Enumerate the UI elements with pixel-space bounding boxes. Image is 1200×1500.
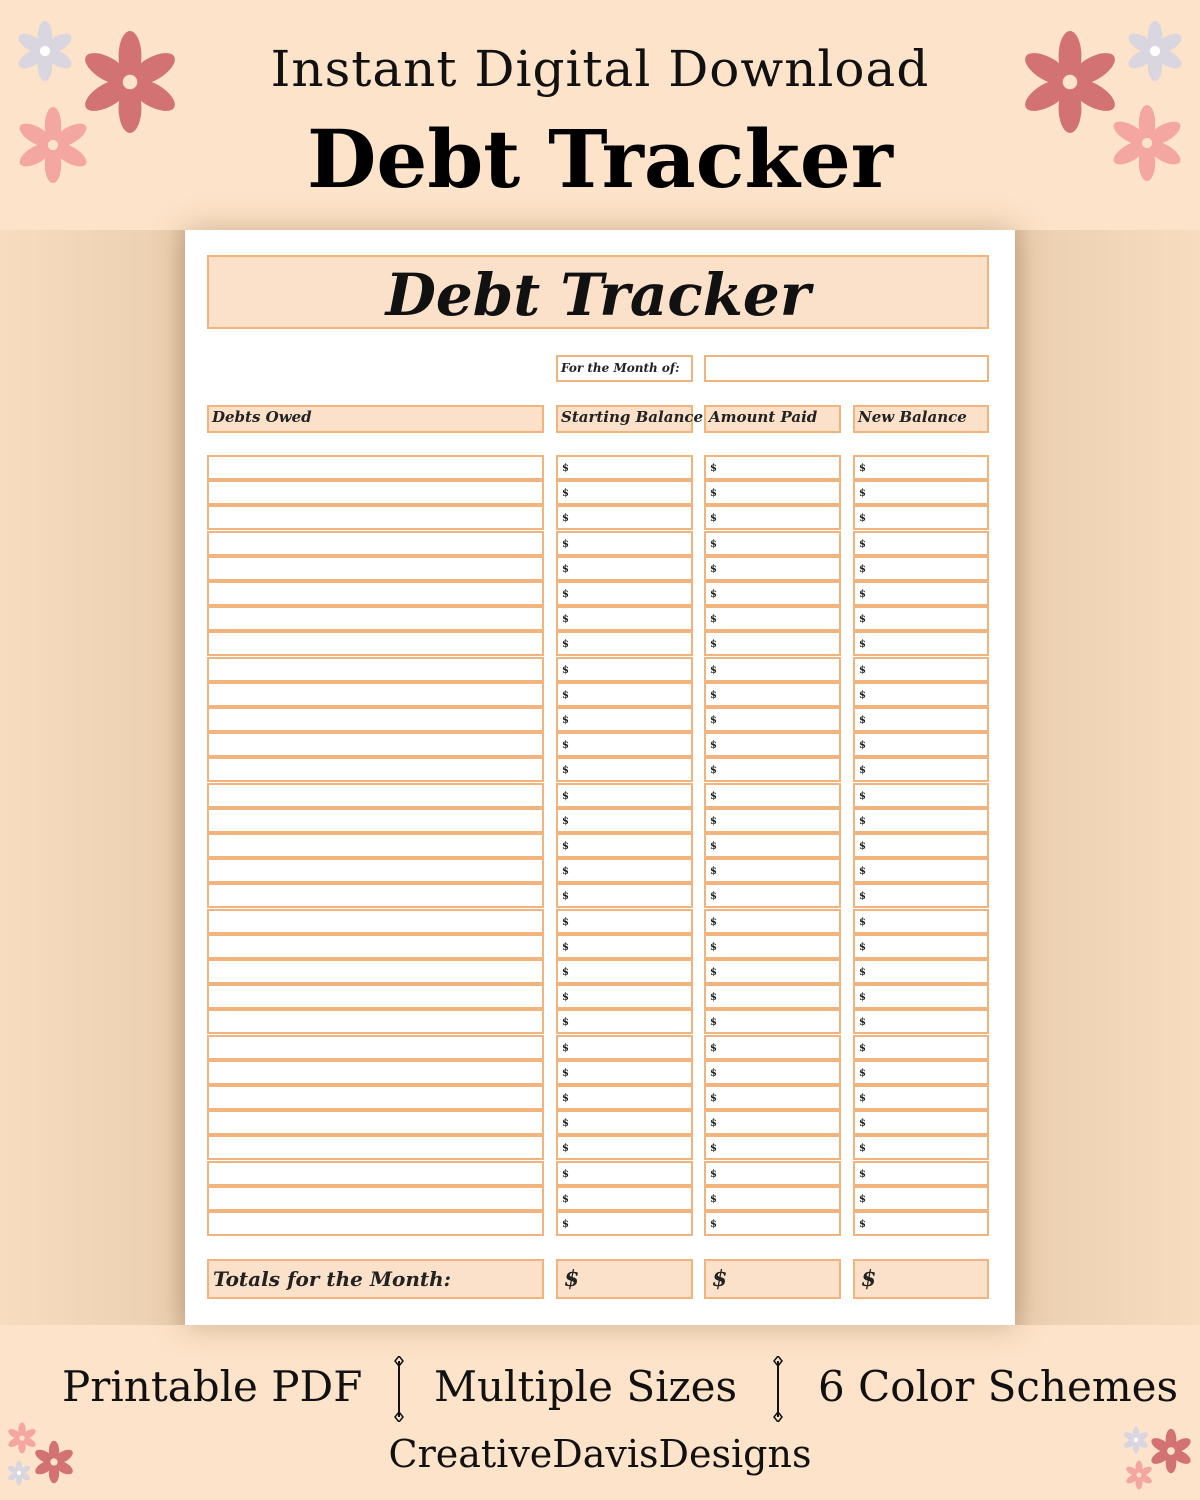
flower-icon bbox=[78, 30, 182, 134]
starting-balance-cell[interactable] bbox=[556, 984, 693, 1009]
starting-balance-cell[interactable] bbox=[556, 657, 693, 682]
starting-balance-cell[interactable] bbox=[556, 1085, 693, 1110]
currency-symbol: $ bbox=[859, 1093, 866, 1104]
flower-icon bbox=[1124, 1460, 1154, 1490]
amount-paid-cell[interactable] bbox=[704, 480, 841, 505]
starting-balance-cell[interactable] bbox=[556, 455, 693, 480]
currency-symbol: $ bbox=[562, 513, 569, 525]
debt-name-cell[interactable] bbox=[207, 1186, 544, 1211]
currency-symbol: $ bbox=[710, 967, 717, 978]
currency-symbol: $ bbox=[710, 790, 717, 802]
currency-symbol: $ bbox=[562, 689, 569, 701]
currency-symbol: $ bbox=[710, 765, 717, 777]
debt-name-cell[interactable] bbox=[207, 883, 544, 908]
currency-symbol: $ bbox=[710, 916, 717, 928]
currency-symbol: $ bbox=[710, 841, 717, 852]
sheet-title-box bbox=[207, 255, 989, 329]
currency-symbol: $ bbox=[859, 1067, 866, 1079]
currency-symbol: $ bbox=[859, 589, 866, 600]
currency-symbol: $ bbox=[859, 1193, 866, 1205]
new-balance-cell[interactable] bbox=[853, 858, 989, 883]
starting-balance-cell[interactable] bbox=[556, 883, 693, 908]
new-balance-cell[interactable] bbox=[853, 480, 989, 505]
currency-symbol: $ bbox=[859, 815, 866, 827]
currency-symbol: $ bbox=[859, 614, 866, 626]
currency-symbol: $ bbox=[859, 513, 866, 525]
debt-name-cell[interactable] bbox=[207, 934, 544, 959]
new-balance-cell[interactable] bbox=[853, 984, 989, 1009]
starting-balance-cell[interactable] bbox=[556, 858, 693, 883]
currency-symbol: $ bbox=[562, 614, 569, 626]
currency-symbol: $ bbox=[859, 740, 866, 752]
debt-name-cell[interactable] bbox=[207, 1085, 544, 1110]
starting-balance-cell[interactable] bbox=[556, 1211, 693, 1236]
amount-paid-cell[interactable] bbox=[704, 883, 841, 908]
currency-symbol: $ bbox=[710, 488, 717, 500]
new-balance-cell[interactable] bbox=[853, 808, 989, 833]
currency-symbol: $ bbox=[710, 589, 717, 600]
currency-symbol: $ bbox=[859, 941, 866, 953]
starting-balance-cell[interactable] bbox=[556, 934, 693, 959]
amount-paid-cell[interactable] bbox=[704, 1009, 841, 1034]
amount-paid-cell[interactable] bbox=[704, 1060, 841, 1085]
amount-paid-cell[interactable] bbox=[704, 707, 841, 732]
currency-symbol: $ bbox=[562, 488, 569, 500]
currency-symbol: $ bbox=[859, 1118, 866, 1130]
starting-balance-cell[interactable] bbox=[556, 1009, 693, 1034]
amount-paid-cell[interactable] bbox=[704, 657, 841, 682]
feature-printable-pdf: Printable PDF bbox=[62, 1362, 363, 1411]
currency-symbol: $ bbox=[562, 740, 569, 752]
currency-symbol: $ bbox=[562, 1193, 569, 1205]
currency-symbol: $ bbox=[710, 463, 717, 474]
amount-paid-cell[interactable] bbox=[704, 1211, 841, 1236]
new-balance-cell[interactable] bbox=[853, 1211, 989, 1236]
column-header-debts-owed: Debts Owed bbox=[207, 405, 544, 433]
amount-paid-cell[interactable] bbox=[704, 1161, 841, 1186]
currency-symbol: $ bbox=[562, 1042, 569, 1054]
feature-color-schemes: 6 Color Schemes bbox=[818, 1362, 1179, 1411]
new-balance-cell[interactable] bbox=[853, 682, 989, 707]
flower-icon bbox=[32, 1440, 76, 1484]
debt-name-cell[interactable] bbox=[207, 1161, 544, 1186]
debt-name-cell[interactable] bbox=[207, 657, 544, 682]
debt-name-cell[interactable] bbox=[207, 505, 544, 530]
debt-name-cell[interactable] bbox=[207, 682, 544, 707]
currency-symbol: $ bbox=[562, 1168, 569, 1180]
currency-symbol: $ bbox=[710, 639, 717, 651]
currency-symbol: $ bbox=[710, 538, 717, 550]
amount-paid-cell[interactable] bbox=[704, 757, 841, 782]
new-balance-cell[interactable] bbox=[853, 707, 989, 732]
debt-name-cell[interactable] bbox=[207, 581, 544, 606]
column-header-starting-balance: Starting Balance bbox=[556, 405, 693, 433]
starting-balance-cell[interactable] bbox=[556, 833, 693, 858]
divider-icon bbox=[771, 1356, 785, 1422]
starting-balance-cell[interactable] bbox=[556, 1035, 693, 1060]
currency-symbol: $ bbox=[710, 1219, 717, 1230]
currency-symbol: $ bbox=[710, 715, 717, 726]
new-balance-cell[interactable] bbox=[853, 1060, 989, 1085]
starting-balance-cell[interactable] bbox=[556, 732, 693, 757]
currency-symbol: $ bbox=[562, 538, 569, 550]
currency-symbol: $ bbox=[710, 1168, 717, 1180]
amount-paid-cell[interactable] bbox=[704, 631, 841, 656]
starting-balance-cell[interactable] bbox=[556, 808, 693, 833]
new-balance-cell[interactable] bbox=[853, 556, 989, 581]
currency-symbol: $ bbox=[859, 689, 866, 701]
starting-balance-cell[interactable] bbox=[556, 707, 693, 732]
new-balance-cell[interactable] bbox=[853, 455, 989, 480]
banner-title: Debt Tracker bbox=[307, 112, 893, 206]
new-balance-cell[interactable] bbox=[853, 505, 989, 530]
debt-name-cell[interactable] bbox=[207, 984, 544, 1009]
total-starting-balance[interactable]: $ bbox=[556, 1259, 693, 1299]
starting-balance-cell[interactable] bbox=[556, 531, 693, 556]
amount-paid-cell[interactable] bbox=[704, 858, 841, 883]
amount-paid-cell[interactable] bbox=[704, 1035, 841, 1060]
new-balance-cell[interactable] bbox=[853, 657, 989, 682]
currency-symbol: $ bbox=[859, 563, 866, 575]
starting-balance-cell[interactable] bbox=[556, 581, 693, 606]
debt-name-cell[interactable] bbox=[207, 833, 544, 858]
currency-symbol: $ bbox=[562, 891, 569, 903]
sheet-title: Debt Tracker bbox=[385, 261, 811, 329]
amount-paid-cell[interactable] bbox=[704, 959, 841, 984]
starting-balance-cell[interactable] bbox=[556, 909, 693, 934]
column-header-new-balance: New Balance bbox=[853, 405, 989, 433]
brand-name: CreativeDavisDesigns bbox=[388, 1432, 812, 1476]
currency-symbol: $ bbox=[710, 1118, 717, 1130]
amount-paid-cell[interactable] bbox=[704, 682, 841, 707]
new-balance-cell[interactable] bbox=[853, 531, 989, 556]
debt-name-cell[interactable] bbox=[207, 959, 544, 984]
amount-paid-cell[interactable] bbox=[704, 934, 841, 959]
starting-balance-cell[interactable] bbox=[556, 757, 693, 782]
currency-symbol: $ bbox=[859, 992, 866, 1004]
new-balance-cell[interactable] bbox=[853, 1085, 989, 1110]
amount-paid-cell[interactable] bbox=[704, 783, 841, 808]
new-balance-cell[interactable] bbox=[853, 1110, 989, 1135]
currency-symbol: $ bbox=[710, 1067, 717, 1079]
currency-symbol: $ bbox=[859, 866, 866, 878]
amount-paid-cell[interactable] bbox=[704, 581, 841, 606]
amount-paid-cell[interactable] bbox=[704, 556, 841, 581]
currency-symbol: $ bbox=[859, 639, 866, 651]
flower-icon bbox=[14, 106, 92, 184]
debt-name-cell[interactable] bbox=[207, 858, 544, 883]
amount-paid-cell[interactable] bbox=[704, 1110, 841, 1135]
new-balance-cell[interactable] bbox=[853, 631, 989, 656]
debt-name-cell[interactable] bbox=[207, 909, 544, 934]
currency-symbol: $ bbox=[859, 790, 866, 802]
debt-name-cell[interactable] bbox=[207, 531, 544, 556]
starting-balance-cell[interactable] bbox=[556, 1110, 693, 1135]
currency-symbol: $ bbox=[710, 941, 717, 953]
currency-symbol: $ bbox=[562, 1017, 569, 1029]
currency-symbol: $ bbox=[710, 1193, 717, 1205]
amount-paid-cell[interactable] bbox=[704, 1085, 841, 1110]
currency-symbol: $ bbox=[859, 1017, 866, 1029]
new-balance-cell[interactable] bbox=[853, 783, 989, 808]
starting-balance-cell[interactable] bbox=[556, 505, 693, 530]
currency-symbol: $ bbox=[859, 463, 866, 474]
debt-name-cell[interactable] bbox=[207, 480, 544, 505]
currency-symbol: $ bbox=[562, 841, 569, 852]
starting-balance-cell[interactable] bbox=[556, 682, 693, 707]
amount-paid-cell[interactable] bbox=[704, 984, 841, 1009]
currency-symbol: $ bbox=[859, 664, 866, 676]
new-balance-cell[interactable] bbox=[853, 757, 989, 782]
currency-symbol: $ bbox=[859, 488, 866, 500]
currency-symbol: $ bbox=[562, 563, 569, 575]
currency-symbol: $ bbox=[710, 866, 717, 878]
debt-name-cell[interactable] bbox=[207, 1009, 544, 1034]
debt-name-cell[interactable] bbox=[207, 606, 544, 631]
currency-symbol: $ bbox=[562, 967, 569, 978]
currency-symbol: $ bbox=[859, 765, 866, 777]
currency-symbol: $ bbox=[562, 916, 569, 928]
new-balance-cell[interactable] bbox=[853, 1186, 989, 1211]
currency-symbol: $ bbox=[859, 1219, 866, 1230]
currency-symbol: $ bbox=[562, 1219, 569, 1230]
starting-balance-cell[interactable] bbox=[556, 606, 693, 631]
currency-symbol: $ bbox=[710, 992, 717, 1004]
amount-paid-cell[interactable] bbox=[704, 1186, 841, 1211]
flower-icon bbox=[1124, 20, 1186, 82]
amount-paid-cell[interactable] bbox=[704, 1135, 841, 1160]
currency-symbol: $ bbox=[710, 614, 717, 626]
currency-symbol: $ bbox=[859, 967, 866, 978]
debt-name-cell[interactable] bbox=[207, 455, 544, 480]
amount-paid-cell[interactable] bbox=[704, 833, 841, 858]
currency-symbol: $ bbox=[859, 891, 866, 903]
divider-icon bbox=[392, 1356, 406, 1422]
starting-balance-cell[interactable] bbox=[556, 556, 693, 581]
debt-name-cell[interactable] bbox=[207, 1211, 544, 1236]
debt-name-cell[interactable] bbox=[207, 556, 544, 581]
currency-symbol: $ bbox=[562, 866, 569, 878]
new-balance-cell[interactable] bbox=[853, 606, 989, 631]
debt-name-cell[interactable] bbox=[207, 631, 544, 656]
starting-balance-cell[interactable] bbox=[556, 783, 693, 808]
currency-symbol: $ bbox=[562, 765, 569, 777]
currency-symbol: $ bbox=[710, 563, 717, 575]
starting-balance-cell[interactable] bbox=[556, 1135, 693, 1160]
month-input[interactable] bbox=[704, 355, 989, 382]
currency-symbol: $ bbox=[710, 891, 717, 903]
debt-tracker-sheet bbox=[185, 230, 1015, 1325]
column-header-amount-paid: Amount Paid bbox=[704, 405, 841, 433]
debt-name-cell[interactable] bbox=[207, 783, 544, 808]
feature-multiple-sizes: Multiple Sizes bbox=[434, 1362, 738, 1411]
new-balance-cell[interactable] bbox=[853, 1135, 989, 1160]
currency-symbol: $ bbox=[562, 815, 569, 827]
new-balance-cell[interactable] bbox=[853, 833, 989, 858]
debt-name-cell[interactable] bbox=[207, 808, 544, 833]
totals-label: Totals for the Month: bbox=[207, 1259, 544, 1299]
flower-icon bbox=[1148, 1428, 1194, 1474]
currency-symbol: $ bbox=[710, 664, 717, 676]
debt-name-cell[interactable] bbox=[207, 1035, 544, 1060]
debt-name-cell[interactable] bbox=[207, 707, 544, 732]
new-balance-cell[interactable] bbox=[853, 732, 989, 757]
flower-icon bbox=[1018, 30, 1122, 134]
month-label: For the Month of: bbox=[556, 355, 693, 382]
debt-name-cell[interactable] bbox=[207, 732, 544, 757]
amount-paid-cell[interactable] bbox=[704, 732, 841, 757]
currency-symbol: $ bbox=[859, 1168, 866, 1180]
currency-symbol: $ bbox=[562, 790, 569, 802]
starting-balance-cell[interactable] bbox=[556, 1186, 693, 1211]
currency-symbol: $ bbox=[562, 941, 569, 953]
currency-symbol: $ bbox=[710, 740, 717, 752]
currency-symbol: $ bbox=[710, 689, 717, 701]
new-balance-cell[interactable] bbox=[853, 1009, 989, 1034]
debt-name-cell[interactable] bbox=[207, 1135, 544, 1160]
currency-symbol: $ bbox=[562, 639, 569, 651]
total-new-balance[interactable]: $ bbox=[853, 1259, 989, 1299]
currency-symbol: $ bbox=[562, 1067, 569, 1079]
new-balance-cell[interactable] bbox=[853, 959, 989, 984]
flower-icon bbox=[6, 1460, 32, 1486]
new-balance-cell[interactable] bbox=[853, 1161, 989, 1186]
debt-name-cell[interactable] bbox=[207, 1060, 544, 1085]
new-balance-cell[interactable] bbox=[853, 909, 989, 934]
currency-symbol: $ bbox=[710, 1093, 717, 1104]
starting-balance-cell[interactable] bbox=[556, 480, 693, 505]
new-balance-cell[interactable] bbox=[853, 883, 989, 908]
currency-symbol: $ bbox=[562, 715, 569, 726]
currency-symbol: $ bbox=[710, 1017, 717, 1029]
currency-symbol: $ bbox=[710, 513, 717, 525]
new-balance-cell[interactable] bbox=[853, 934, 989, 959]
amount-paid-cell[interactable] bbox=[704, 808, 841, 833]
starting-balance-cell[interactable] bbox=[556, 959, 693, 984]
currency-symbol: $ bbox=[859, 1042, 866, 1054]
amount-paid-cell[interactable] bbox=[704, 505, 841, 530]
currency-symbol: $ bbox=[859, 1143, 866, 1155]
currency-symbol: $ bbox=[562, 1118, 569, 1130]
debt-name-cell[interactable] bbox=[207, 757, 544, 782]
currency-symbol: $ bbox=[859, 916, 866, 928]
amount-paid-cell[interactable] bbox=[704, 909, 841, 934]
amount-paid-cell[interactable] bbox=[704, 531, 841, 556]
flower-icon bbox=[1122, 1426, 1150, 1454]
currency-symbol: $ bbox=[859, 841, 866, 852]
feature-list bbox=[0, 1362, 1200, 1422]
currency-symbol: $ bbox=[562, 664, 569, 676]
flower-icon bbox=[14, 20, 76, 82]
starting-balance-cell[interactable] bbox=[556, 631, 693, 656]
currency-symbol: $ bbox=[710, 1143, 717, 1155]
debt-name-cell[interactable] bbox=[207, 1110, 544, 1135]
amount-paid-cell[interactable] bbox=[704, 455, 841, 480]
currency-symbol: $ bbox=[562, 1093, 569, 1104]
banner-subtitle: Instant Digital Download bbox=[270, 40, 930, 98]
currency-symbol: $ bbox=[710, 815, 717, 827]
currency-symbol: $ bbox=[859, 715, 866, 726]
new-balance-cell[interactable] bbox=[853, 581, 989, 606]
currency-symbol: $ bbox=[562, 463, 569, 474]
currency-symbol: $ bbox=[859, 538, 866, 550]
flower-icon bbox=[1108, 104, 1186, 182]
currency-symbol: $ bbox=[562, 1143, 569, 1155]
amount-paid-cell[interactable] bbox=[704, 606, 841, 631]
currency-symbol: $ bbox=[710, 1042, 717, 1054]
currency-symbol: $ bbox=[562, 992, 569, 1004]
total-amount-paid[interactable]: $ bbox=[704, 1259, 841, 1299]
currency-symbol: $ bbox=[562, 589, 569, 600]
starting-balance-cell[interactable] bbox=[556, 1161, 693, 1186]
new-balance-cell[interactable] bbox=[853, 1035, 989, 1060]
starting-balance-cell[interactable] bbox=[556, 1060, 693, 1085]
